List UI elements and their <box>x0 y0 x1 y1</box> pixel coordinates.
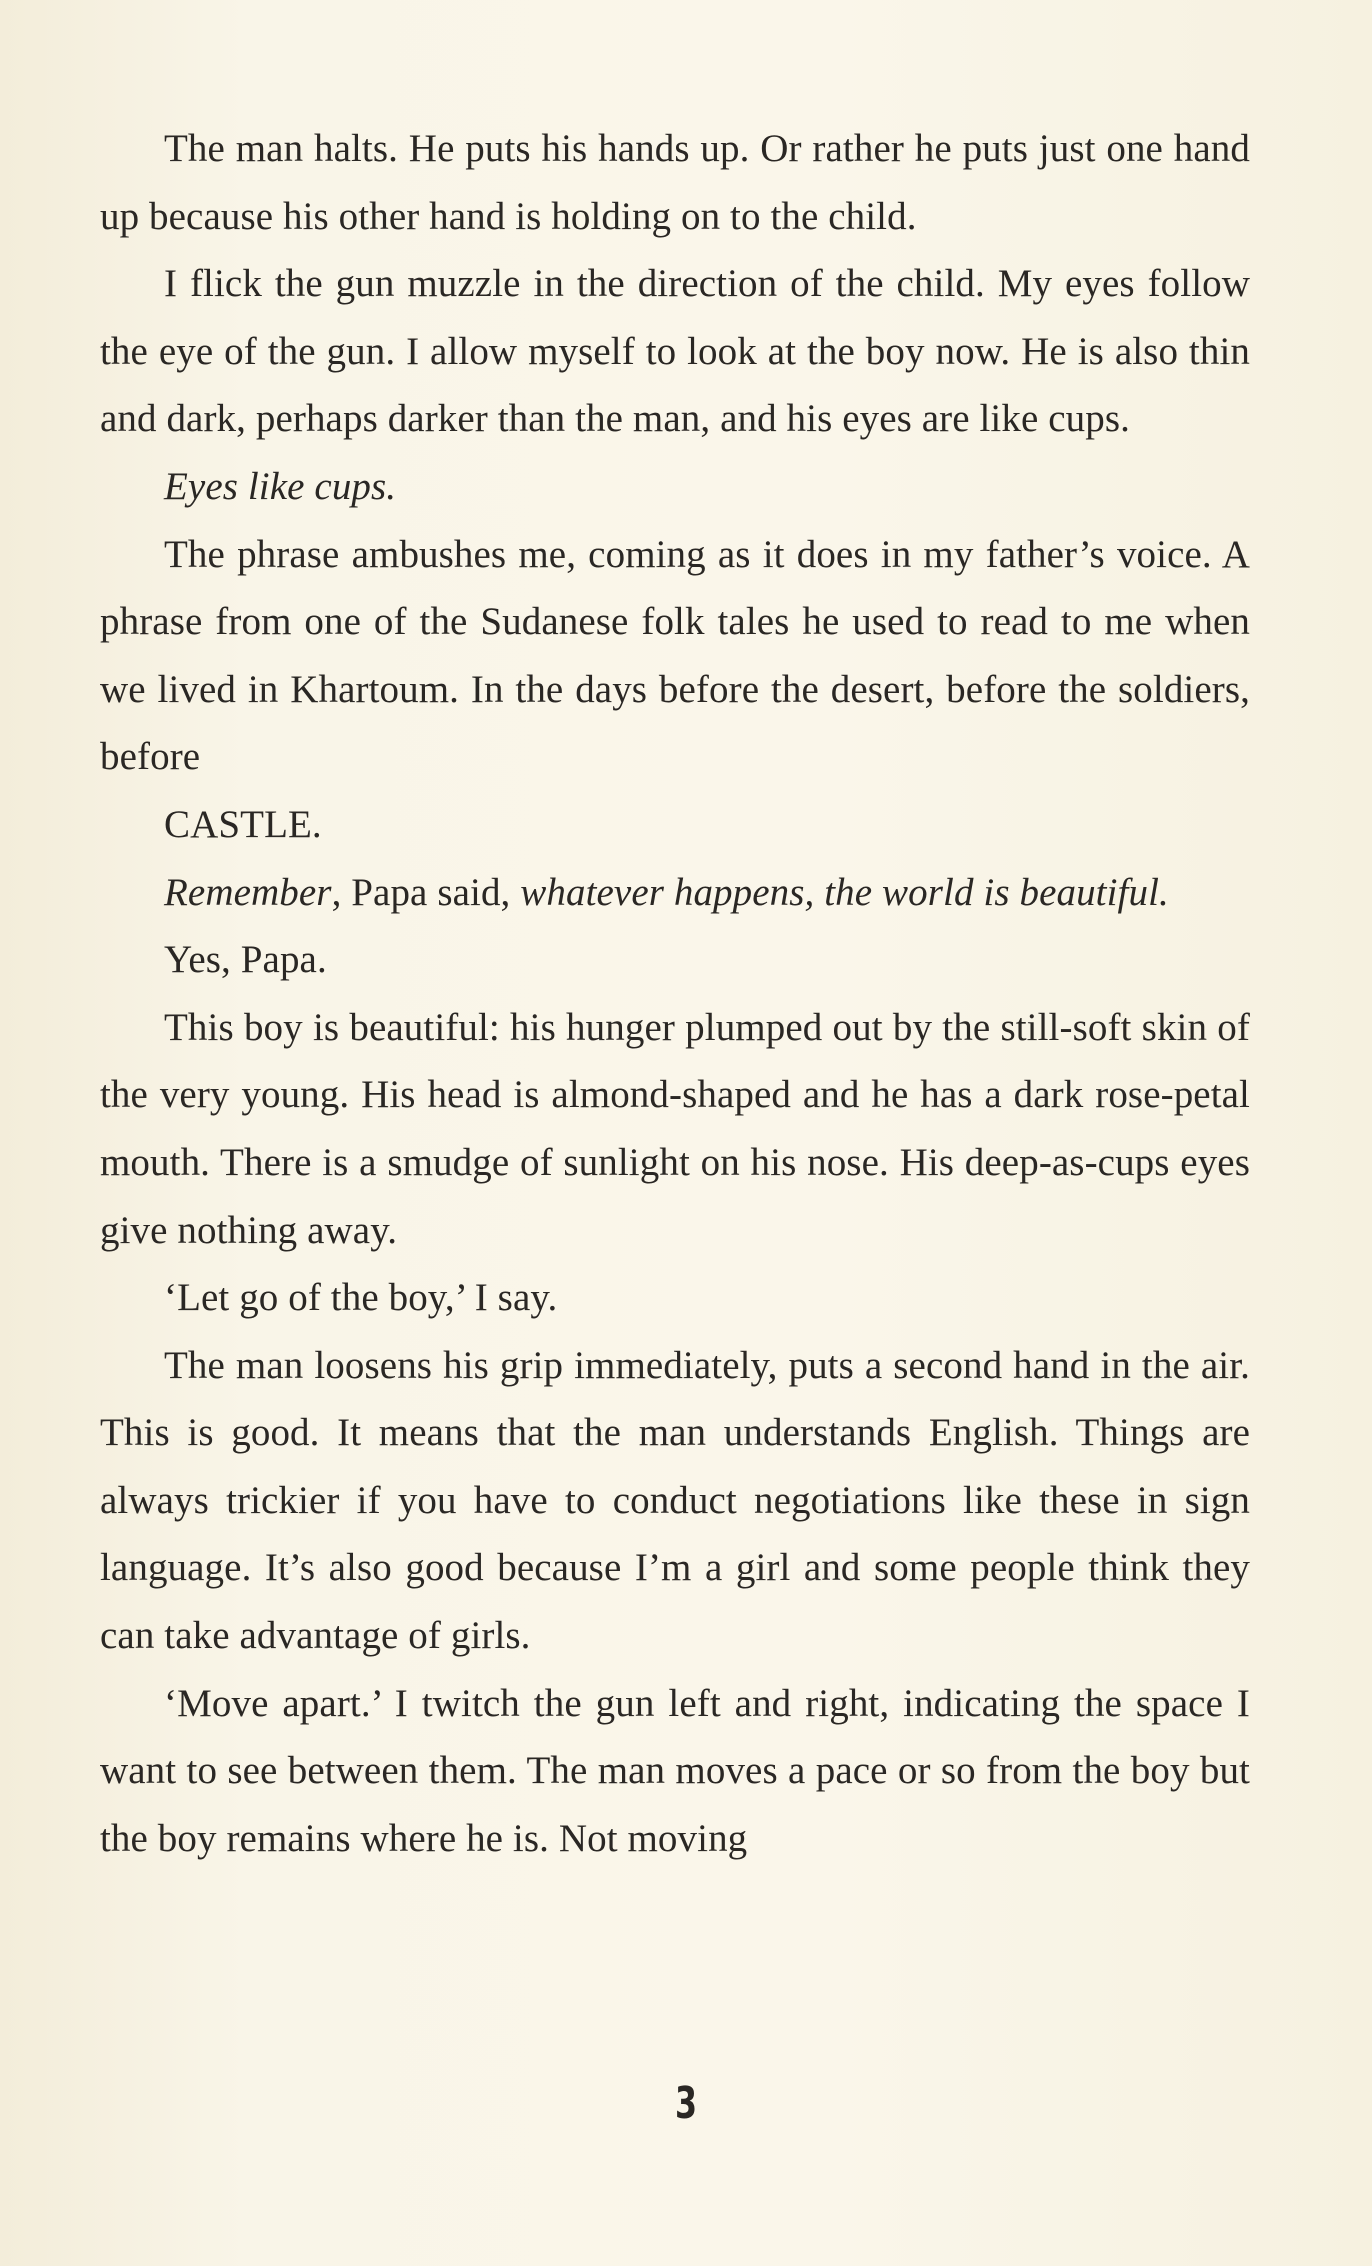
text-run: CASTLE. <box>164 802 322 846</box>
italic-text-run: whatever happens, the world is beautiful. <box>520 870 1169 914</box>
paragraph <box>100 1264 1250 1332</box>
page-number: 3 <box>674 2078 698 2129</box>
paragraph <box>100 453 1250 521</box>
paragraph <box>100 1332 1250 1670</box>
text-run: The man halts. He puts his hands up. Or rather he puts just one hand up because his other hand is holding on to the child. <box>100 127 1250 238</box>
text-run: , Papa said, <box>331 870 521 914</box>
text-run: This boy is beautiful: his hunger plumped out by the still-soft skin of the very young. His head is almond-shaped and he has a dark rose-petal mouth. There is a smudge of sunlight on his nose. His deep-as-cups eyes give nothing away. <box>100 1005 1250 1252</box>
paragraph <box>100 521 1250 791</box>
body-text <box>100 115 1250 1872</box>
text-run: ‘Move apart.’ I twitch the gun left and right, indicating the space I want to see between them. The man moves a pace or so from the boy but the boy remains where he is. Not moving <box>100 1681 1250 1860</box>
paragraph <box>100 115 1250 250</box>
paragraph <box>100 859 1250 927</box>
text-run: I flick the gun muzzle in the direction of the child. My eyes follow the eye of the gun. I allow myself to look at the boy now. He is also thin and dark, perhaps darker than the man, and his eyes are like cups. <box>100 262 1250 441</box>
text-run: Yes, Papa. <box>164 938 327 982</box>
text-run: ‘Let go of the boy,’ I say. <box>164 1276 558 1320</box>
paragraph <box>100 994 1250 1264</box>
paragraph <box>100 250 1250 453</box>
italic-text-run: Remember <box>164 870 332 914</box>
paragraph <box>100 926 1250 994</box>
italic-text-run: Eyes like cups. <box>164 464 397 508</box>
paragraph <box>100 791 1250 859</box>
paragraph <box>100 1670 1250 1873</box>
text-run: The man loosens his grip immediately, puts a second hand in the air. This is good. It means that the man understands English. Things are always trickier if you have to conduct negotiations like these in sign language. It’s also good because I’m a girl and some people think they can take advantage of girls. <box>100 1343 1250 1658</box>
text-run: The phrase ambushes me, coming as it does in my father’s voice. A phrase from one of the Sudanese folk tales he used to read to me when we lived in Khartoum. In the days before the desert, before the soldiers, before <box>100 532 1250 779</box>
